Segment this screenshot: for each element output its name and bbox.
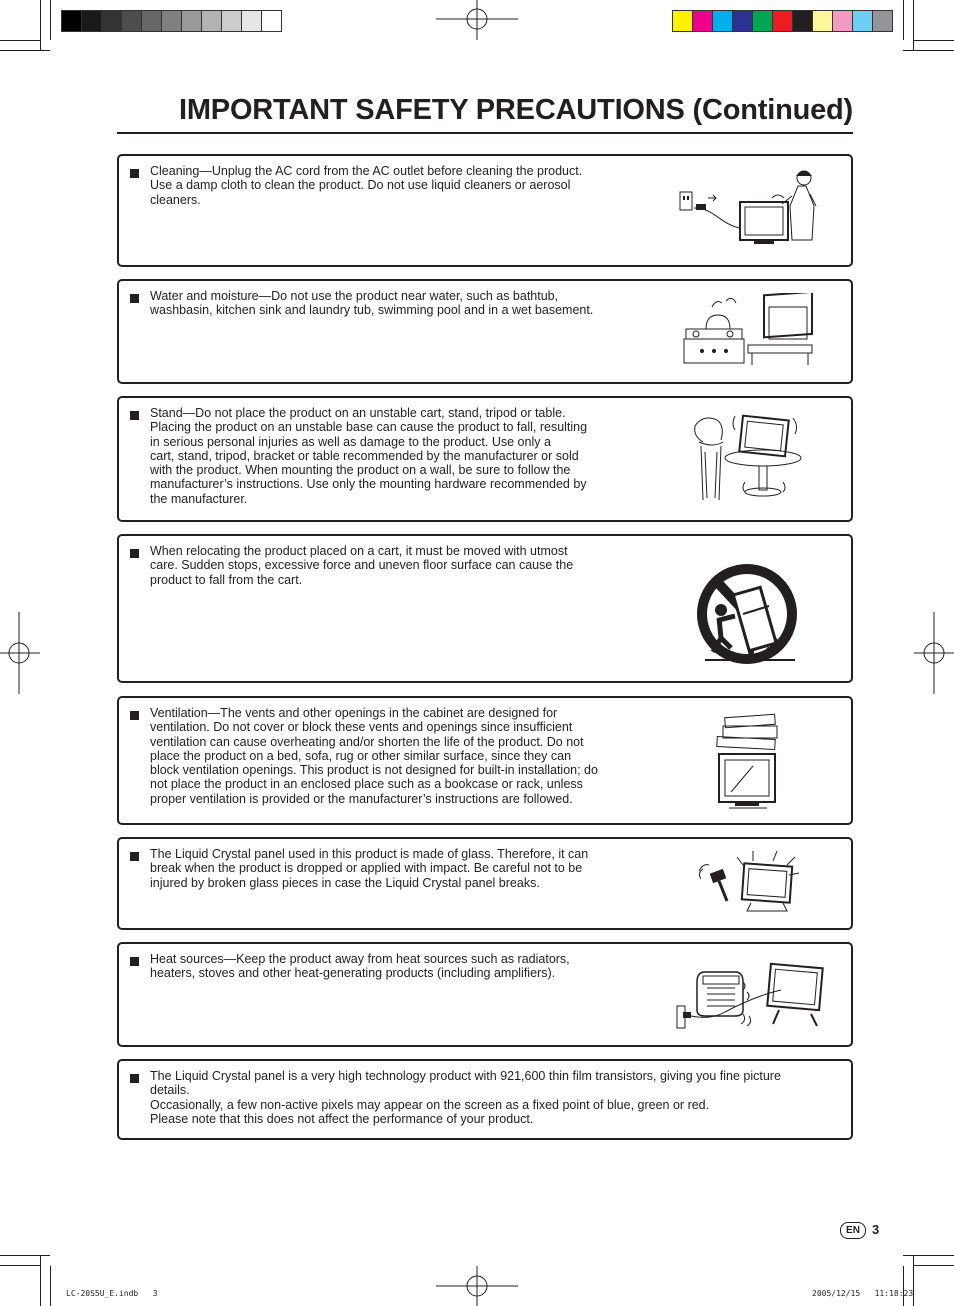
precaution-box-heat bbox=[117, 942, 853, 1047]
bullet-square bbox=[130, 169, 139, 178]
color-swatch bbox=[873, 11, 892, 31]
color-swatch bbox=[693, 11, 713, 31]
color-swatch bbox=[62, 11, 82, 31]
print-slug-file: LC-20S5U_E.indb 3 bbox=[66, 1289, 158, 1298]
registration-mark-top bbox=[436, 0, 518, 40]
heat-source-illustration bbox=[673, 954, 828, 1034]
precaution-box-cleaning bbox=[117, 154, 853, 267]
color-swatch bbox=[142, 11, 162, 31]
color-swatch-strip bbox=[672, 10, 893, 32]
precaution-box-stand bbox=[117, 396, 853, 522]
precaution-box-pixels bbox=[117, 1059, 853, 1140]
precaution-text: When relocating the product placed on a cart, it must be moved with utmost care. Sudden stops, excessive force and uneven floor surface can cause the product to fall from the cart. bbox=[150, 544, 574, 587]
precaution-text: Water and moisture—Do not use the product near water, such as bathtub, washbasin, kitchen sink and laundry tub, swimming pool and in a wet basement. bbox=[150, 289, 594, 318]
bullet-square bbox=[130, 1074, 139, 1083]
color-swatch bbox=[813, 11, 833, 31]
water-moisture-illustration bbox=[682, 293, 817, 365]
page-number: 3 bbox=[872, 1222, 880, 1237]
precaution-text: Cleaning—Unplug the AC cord from the AC outlet before cleaning the product. Use a damp cloth to clean the product. Do not use liquid cleaners or aerosol cleaners. bbox=[150, 164, 583, 207]
precaution-text: The Liquid Crystal panel is a very high technology product with 921,600 thin film transistors, giving you fine picture details. Occasionally, a few non-active pixels may appear on the screen as a fixed point of blue, green or red. Please note that this does not affect the performance of your product. bbox=[150, 1069, 781, 1126]
page-title: IMPORTANT SAFETY PRECAUTIONS (Continued) bbox=[178, 94, 853, 126]
ventilation-illustration bbox=[713, 712, 783, 812]
glass-panel-impact-illustration bbox=[693, 849, 809, 915]
bullet-square bbox=[130, 957, 139, 966]
cart-tipover-warning-icon bbox=[691, 560, 801, 668]
registration-mark-bottom bbox=[436, 1266, 518, 1306]
language-badge: EN bbox=[840, 1222, 866, 1239]
precaution-text: Stand—Do not place the product on an unstable cart, stand, tripod or table. Placing the product on an unstable base can cause the product to fall, resulting in serious personal injuries as well as damage to the product. Use only a cart, stand, tripod, bracket or table recommended by the manufacturer or sold with the product. When mounting the product on a wall, be sure to follow the manufacturer’s instructions. Use only the mounting hardware recommended by the manufacturer. bbox=[150, 406, 588, 506]
color-swatch bbox=[82, 11, 102, 31]
precaution-box-ventilation bbox=[117, 696, 853, 825]
color-swatch bbox=[833, 11, 853, 31]
color-swatch bbox=[733, 11, 753, 31]
bullet-square bbox=[130, 549, 139, 558]
grayscale-swatch-strip bbox=[61, 10, 282, 32]
color-swatch bbox=[753, 11, 773, 31]
color-swatch bbox=[102, 11, 122, 31]
precaution-box-cart bbox=[117, 534, 853, 683]
color-swatch bbox=[122, 11, 142, 31]
unstable-stand-illustration bbox=[689, 412, 804, 504]
color-swatch bbox=[713, 11, 733, 31]
precaution-text: Ventilation—The vents and other openings in the cabinet are designed for ventilation. Do not cover or block these vents and openings since insufficient ventilation can cause overheating and/or shorten the life of the product. Do not place the product on a bed, sofa, rug or other similar surface, since they can block ventilation openings. This product is not designed for built-in installation; do not place the product in an enclosed place such as a bookcase or rack, unless proper ventilation is provided or the manufacturer’s instructions are followed. bbox=[150, 706, 598, 806]
bullet-square bbox=[130, 711, 139, 720]
registration-mark-right bbox=[914, 612, 954, 694]
registration-mark-left bbox=[0, 612, 40, 694]
color-swatch bbox=[202, 11, 222, 31]
precaution-box-water bbox=[117, 279, 853, 384]
color-swatch bbox=[853, 11, 873, 31]
color-swatch bbox=[673, 11, 693, 31]
color-swatch bbox=[262, 11, 281, 31]
bullet-square bbox=[130, 294, 139, 303]
color-swatch bbox=[242, 11, 262, 31]
bullet-square bbox=[130, 852, 139, 861]
print-slug-timestamp: 2005/12/15 11:18:23 bbox=[812, 1289, 914, 1298]
precaution-box-glass bbox=[117, 837, 853, 930]
color-swatch bbox=[162, 11, 182, 31]
color-swatch bbox=[222, 11, 242, 31]
color-swatch bbox=[793, 11, 813, 31]
precaution-text: The Liquid Crystal panel used in this product is made of glass. Therefore, it can break when the product is dropped or applied with impact. Be careful not to be injured by broken glass pieces in case the Liquid Crystal panel breaks. bbox=[150, 847, 589, 890]
title-rule bbox=[117, 132, 853, 134]
cleaning-illustration bbox=[674, 168, 824, 248]
bullet-square bbox=[130, 411, 139, 420]
color-swatch bbox=[182, 11, 202, 31]
precaution-text: Heat sources—Keep the product away from heat sources such as radiators, heaters, stoves and other heat-generating products (including amplifiers). bbox=[150, 952, 570, 981]
color-swatch bbox=[773, 11, 793, 31]
